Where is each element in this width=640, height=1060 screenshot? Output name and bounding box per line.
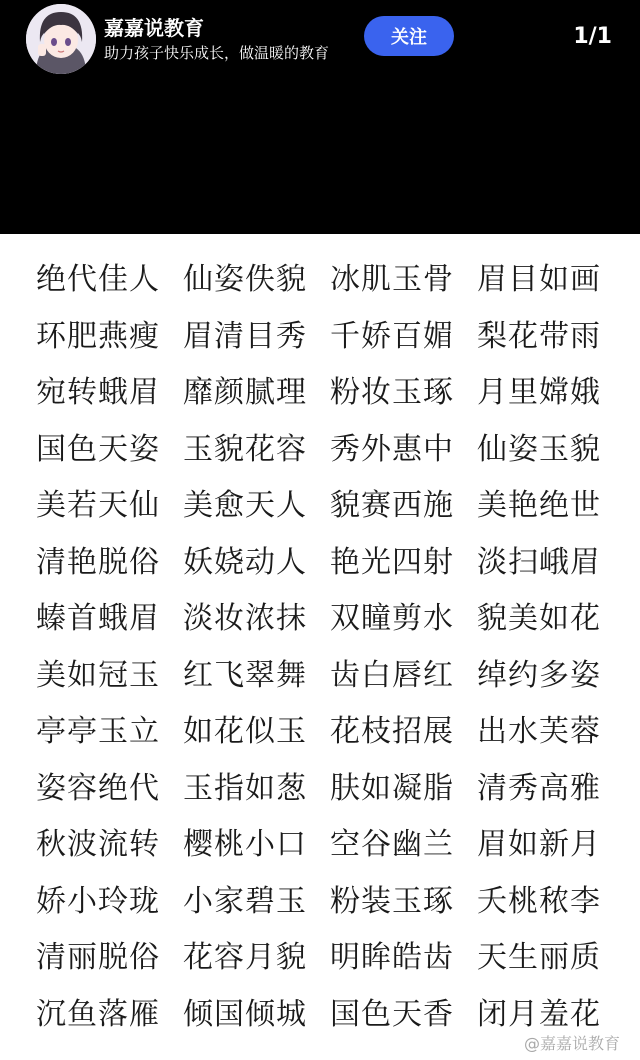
idiom-text: 仙姿玉貌 <box>477 431 601 467</box>
idiom-text: 冰肌玉骨 <box>330 262 454 298</box>
idiom-text: 清艳脱俗 <box>36 544 160 580</box>
watermark: @嘉嘉说教育 <box>523 1034 620 1053</box>
idiom-text: 宛转蛾眉 <box>36 375 160 411</box>
avatar[interactable] <box>26 4 96 74</box>
post-header <box>0 0 640 80</box>
idiom-row <box>36 870 624 927</box>
idiom-text: 娇小玲珑 <box>36 883 160 919</box>
idiom-row <box>36 757 624 814</box>
idiom-text: 明眸皓齿 <box>330 940 454 976</box>
avatar-illustration <box>26 4 96 74</box>
idiom-text: 天生丽质 <box>477 940 601 976</box>
idiom-text: 眉如新月 <box>477 827 601 863</box>
idiom-text: 秀外惠中 <box>330 431 454 467</box>
idiom-text: 眉目如画 <box>477 262 601 298</box>
idiom-row <box>36 926 624 983</box>
idiom-row <box>36 474 624 531</box>
idiom-text: 玉指如葱 <box>183 770 307 806</box>
idiom-text: 貌赛西施 <box>330 488 454 524</box>
account-name[interactable]: 嘉嘉说教育 <box>104 16 204 40</box>
idiom-text: 眉清目秀 <box>183 318 307 354</box>
idiom-text: 花枝招展 <box>330 714 454 750</box>
idiom-text: 绝代佳人 <box>36 262 160 298</box>
idiom-text: 肤如凝脂 <box>330 770 454 806</box>
account-tagline: 助力孩子快乐成长，做温暖的教育 <box>104 44 330 62</box>
idiom-grid <box>36 248 624 1039</box>
idiom-text: 月里嫦娥 <box>477 375 601 411</box>
idiom-text: 樱桃小口 <box>183 827 307 863</box>
idiom-row <box>36 305 624 362</box>
idiom-row <box>36 700 624 757</box>
idiom-text: 玉貌花容 <box>183 431 307 467</box>
idiom-text: 艳光四射 <box>330 544 454 580</box>
idiom-row <box>36 248 624 305</box>
idiom-text: 妖娆动人 <box>183 544 307 580</box>
idiom-text: 出水芙蓉 <box>477 714 601 750</box>
idiom-row <box>36 644 624 701</box>
idiom-text: 国色天姿 <box>36 431 160 467</box>
idiom-row <box>36 587 624 644</box>
idiom-text: 仙姿佚貌 <box>183 262 307 298</box>
idiom-text: 清丽脱俗 <box>36 940 160 976</box>
idiom-text: 夭桃秾李 <box>477 883 601 919</box>
idiom-text: 貌美如花 <box>477 601 601 637</box>
idiom-text: 亭亭玉立 <box>36 714 160 750</box>
idiom-text: 国色天香 <box>330 996 454 1032</box>
idiom-text: 粉妆玉琢 <box>330 375 454 411</box>
idiom-text: 闭月羞花 <box>477 996 601 1032</box>
idiom-text: 倾国倾城 <box>183 996 307 1032</box>
idiom-text: 美愈天人 <box>183 488 307 524</box>
idiom-text: 美若天仙 <box>36 488 160 524</box>
idiom-row <box>36 418 624 475</box>
idiom-text: 靡颜腻理 <box>183 375 307 411</box>
idiom-text: 秋波流转 <box>36 827 160 863</box>
idiom-text: 环肥燕瘦 <box>36 318 160 354</box>
post-image[interactable] <box>0 234 640 1060</box>
idiom-text: 美如冠玉 <box>36 657 160 693</box>
idiom-text: 淡妆浓抹 <box>183 601 307 637</box>
page-indicator: 1/1 <box>573 24 612 49</box>
follow-button[interactable]: 关注 <box>364 16 454 56</box>
idiom-text: 双瞳剪水 <box>330 601 454 637</box>
idiom-text: 小家碧玉 <box>183 883 307 919</box>
idiom-text: 清秀高雅 <box>477 770 601 806</box>
idiom-text: 花容月貌 <box>183 940 307 976</box>
idiom-text: 梨花带雨 <box>477 318 601 354</box>
idiom-text: 粉装玉琢 <box>330 883 454 919</box>
idiom-text: 沉鱼落雁 <box>36 996 160 1032</box>
idiom-row <box>36 531 624 588</box>
idiom-text: 空谷幽兰 <box>330 827 454 863</box>
idiom-text: 螓首蛾眉 <box>36 601 160 637</box>
idiom-text: 姿容绝代 <box>36 770 160 806</box>
idiom-text: 齿白唇红 <box>330 657 454 693</box>
idiom-text: 如花似玉 <box>183 714 307 750</box>
idiom-text: 红飞翠舞 <box>183 657 307 693</box>
idiom-row <box>36 813 624 870</box>
idiom-text: 绰约多姿 <box>477 657 601 693</box>
idiom-text: 千娇百媚 <box>330 318 454 354</box>
idiom-row <box>36 361 624 418</box>
idiom-text: 美艳绝世 <box>477 488 601 524</box>
idiom-text: 淡扫峨眉 <box>477 544 601 580</box>
